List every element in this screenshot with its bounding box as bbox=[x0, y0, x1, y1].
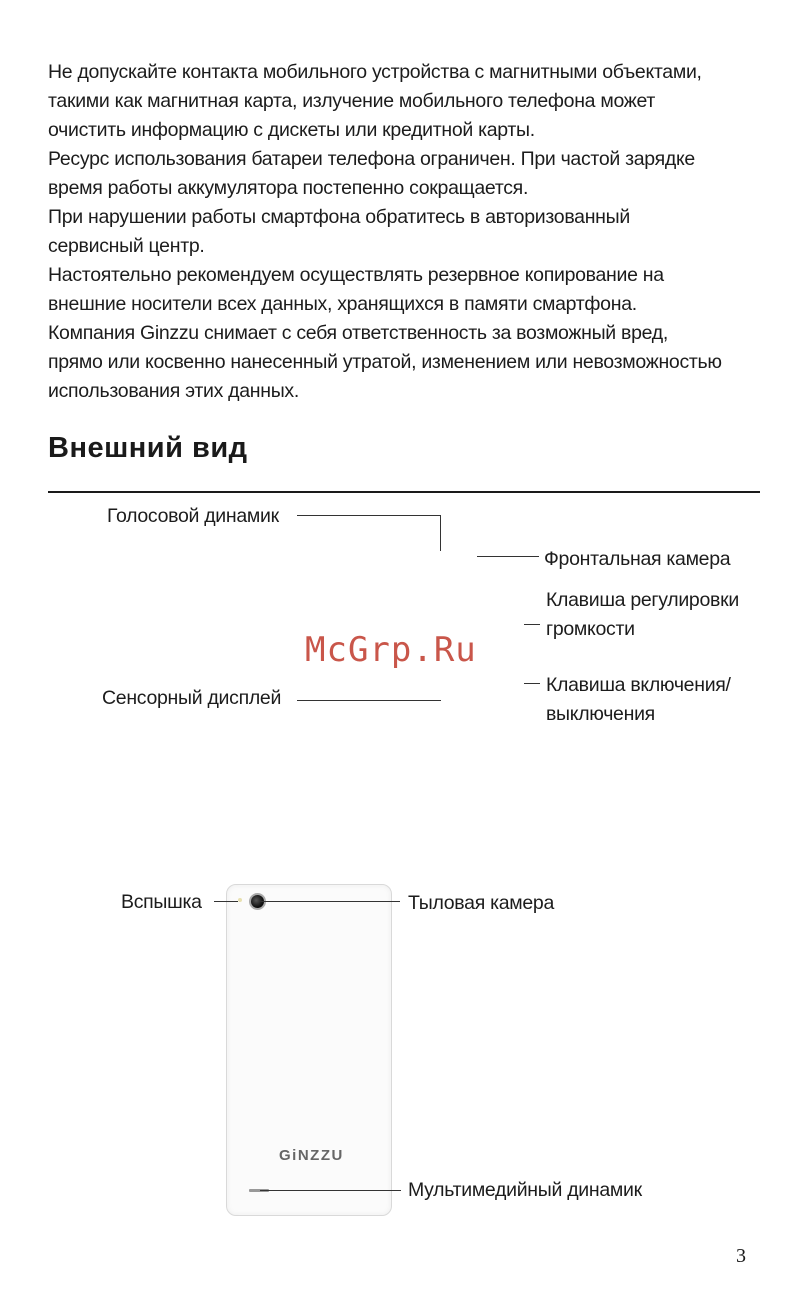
text-line: внешние носители всех данных, хранящихся в памяти смартфона. bbox=[48, 293, 637, 315]
watermark: McGrp.Ru bbox=[305, 630, 477, 670]
text-line: такими как магнитная карта, излучение мобильного телефона может bbox=[48, 90, 656, 112]
earpiece-label: Голосовой динамик bbox=[107, 505, 279, 527]
text-line: использования этих данных. bbox=[48, 380, 300, 402]
phone-back-illustration bbox=[226, 884, 392, 1216]
text-line: При нарушении работы смартфона обратитесь в авторизованный bbox=[48, 206, 630, 228]
rear-camera-leader bbox=[259, 901, 400, 902]
text-line: очистить информацию с дискеты или кредитной карты. bbox=[48, 119, 535, 141]
volume-key-label-cont: громкости bbox=[546, 618, 635, 640]
power-key-leader bbox=[524, 683, 540, 684]
media-speaker-label: Мультимедийный динамик bbox=[408, 1179, 642, 1201]
flash-icon bbox=[238, 898, 242, 902]
section-divider bbox=[48, 491, 760, 493]
text-line: Настоятельно рекомендуем осуществлять резервное копирование на bbox=[48, 264, 664, 286]
volume-key-leader bbox=[524, 624, 540, 625]
front-camera-leader bbox=[477, 556, 539, 557]
rear-camera-label: Тыловая камера bbox=[408, 892, 555, 914]
front-camera-label: Фронтальная камера bbox=[544, 548, 731, 570]
text-line: прямо или косвенно нанесенный утратой, изменением или невозможностью bbox=[48, 351, 722, 373]
section-title: Внешний вид bbox=[48, 432, 248, 464]
earpiece-leader-h bbox=[297, 515, 441, 516]
flash-label: Вспышка bbox=[121, 891, 202, 913]
text-line: Компания Ginzzu снимает с себя ответственность за возможный вред, bbox=[48, 322, 668, 344]
flash-leader bbox=[214, 901, 238, 902]
media-speaker-leader bbox=[260, 1190, 401, 1191]
brand-logo: GiNZZU bbox=[279, 1147, 344, 1164]
page-number: 3 bbox=[736, 1245, 746, 1267]
touch-display-label: Сенсорный дисплей bbox=[102, 687, 282, 709]
text-line: время работы аккумулятора постепенно сокращается. bbox=[48, 177, 529, 199]
power-key-label: Клавиша включения/ bbox=[546, 674, 731, 696]
touch-display-leader bbox=[297, 700, 441, 701]
text-line: Не допускайте контакта мобильного устройства с магнитными объектами, bbox=[48, 61, 702, 83]
text-line: Ресурс использования батареи телефона ограничен. При частой зарядке bbox=[48, 148, 695, 170]
text-line: сервисный центр. bbox=[48, 235, 205, 257]
power-key-label-cont: выключения bbox=[546, 703, 655, 725]
intro-text bbox=[48, 58, 768, 406]
earpiece-leader-v bbox=[440, 515, 441, 551]
volume-key-label: Клавиша регулировки bbox=[546, 589, 739, 611]
